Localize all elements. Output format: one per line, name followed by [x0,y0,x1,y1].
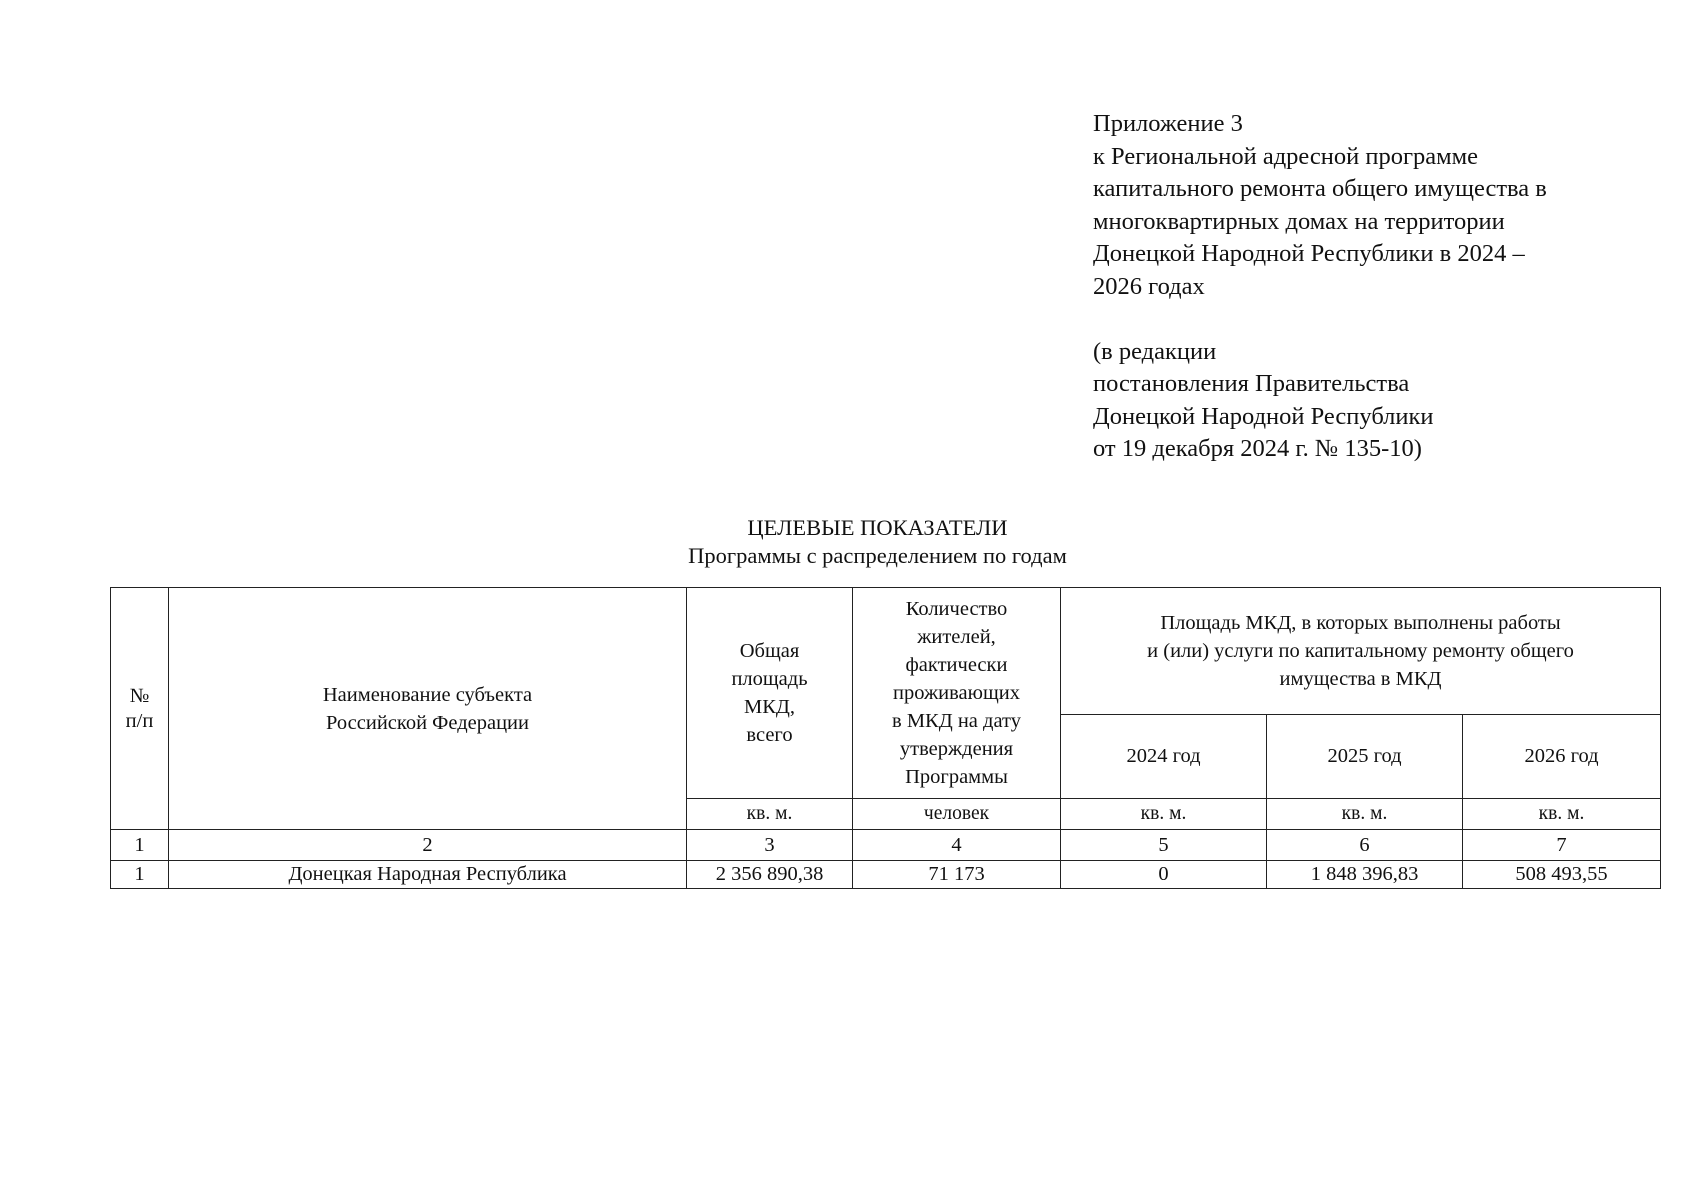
unit-cell: кв. м. [1463,799,1661,830]
row-residents: 71 173 [853,861,1061,889]
header-row-main [111,588,1661,715]
header-total-area: Общая площадь МКД, всего [687,588,853,799]
indicators-table [110,587,1661,889]
row-subject-name: Донецкая Народная Республика [169,861,687,889]
column-number: 1 [111,830,169,861]
revision-line: постановления Правительства [1093,370,1410,398]
column-number: 4 [853,830,1061,861]
unit-cell: кв. м. [687,799,853,830]
table-row [111,861,1661,889]
revision-line: (в редакции [1093,337,1217,365]
unit-cell: человек [853,799,1061,830]
appendix-gap [1093,304,1653,336]
header-year-2026: 2026 год [1463,715,1661,799]
column-number: 3 [687,830,853,861]
unit-cell: кв. м. [1061,799,1267,830]
column-number: 2 [169,830,687,861]
header-residents: Количество жителей, фактически проживающих в МКД на дату утверждения Программы [853,588,1061,799]
revision-line: от 19 декабря 2024 г. № 135-10) [1093,435,1422,463]
header-year-2024: 2024 год [1061,715,1267,799]
column-number: 5 [1061,830,1267,861]
appendix-line: Приложение 3 [1093,110,1243,137]
row-num: 1 [111,861,169,889]
header-num: № п/п [111,588,169,830]
appendix-line: многоквартирных домах на территории [1093,207,1505,235]
unit-cell: кв. м. [1267,799,1463,830]
row-area-2025: 1 848 396,83 [1267,861,1463,889]
appendix-block [1093,108,1653,466]
appendix-line: 2026 годах [1093,272,1205,300]
row-total-area: 2 356 890,38 [687,861,853,889]
appendix-line: капитального ремонта общего имущества в [1093,175,1547,203]
column-number: 7 [1463,830,1661,861]
column-number: 6 [1267,830,1463,861]
header-subject-name: Наименование субъекта Российской Федерации [169,588,687,830]
revision-line: Донецкой Народной Республики [1093,402,1434,430]
appendix-line: к Региональной адресной программе [1093,142,1479,170]
document-subtitle: Программы с распределением по годам [688,543,1067,568]
column-number-row [111,830,1661,861]
row-area-2026: 508 493,55 [1463,861,1661,889]
header-year-2025: 2025 год [1267,715,1463,799]
appendix-line: Донецкой Народной Республики в 2024 – [1093,240,1525,268]
header-area-group: Площадь МКД, в которых выполнены работы и (или) услуги по капитальному ремонту общего имущества в МКД [1061,588,1661,715]
document-title: ЦЕЛЕВЫЕ ПОКАЗАТЕЛИ [747,515,1008,540]
row-area-2024: 0 [1061,861,1267,889]
